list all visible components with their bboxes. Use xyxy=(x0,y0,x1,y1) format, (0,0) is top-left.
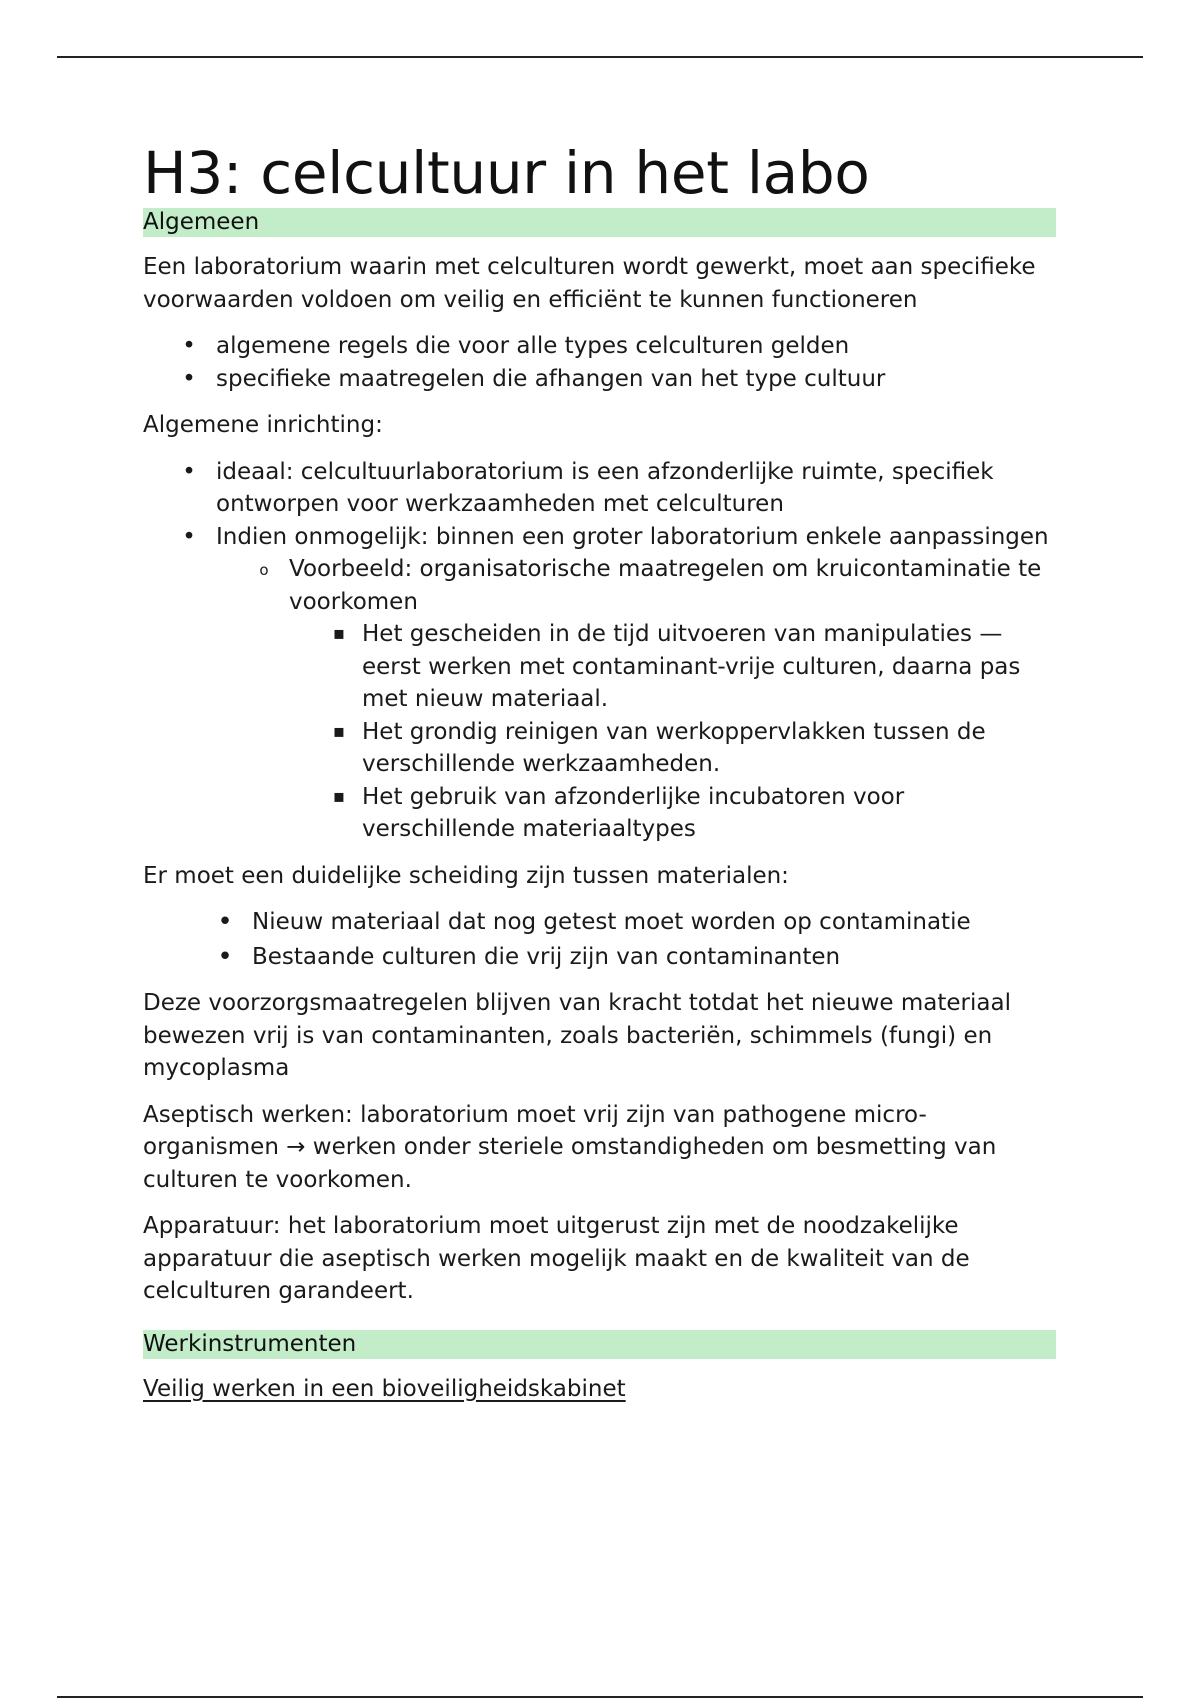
list-item xyxy=(143,941,1056,974)
list-item xyxy=(143,363,1056,396)
top-rule xyxy=(57,56,1143,58)
list-item xyxy=(143,521,1056,846)
list-item xyxy=(289,781,1056,846)
subheading-text: Veilig werken in een bioveiligheidskabinet xyxy=(143,1375,626,1402)
list-item xyxy=(289,618,1056,716)
bullet-icon: • xyxy=(182,333,196,359)
section-heading-werkinstrumenten: Werkinstrumenten xyxy=(143,1330,1056,1359)
list-item-text: Het gebruik van afzonderlijke incubatoren voor verschillende materiaaltypes xyxy=(362,783,905,842)
voorbeeld-list xyxy=(216,553,1056,846)
bullet-icon: • xyxy=(182,523,196,550)
list-item xyxy=(289,716,1056,781)
page-title: H3: celcultuur in het labo xyxy=(143,139,870,207)
list-item-text: ideaal: celcultuurlaboratorium is een afzonderlijke ruimte, specifiek ontworpen voor werkzaamheden met celculturen xyxy=(216,458,994,517)
subheading-bioveiligheidskabinet xyxy=(143,1373,1056,1406)
inrichting-list xyxy=(143,456,1056,846)
list-item xyxy=(143,456,1056,521)
list-item-text: Bestaande culturen die vrij zijn van contaminanten xyxy=(252,943,841,970)
intro-paragraph: Een laboratorium waarin met celculturen wordt gewerkt, moet aan specifieke voorwaarden voldoen om veilig en efficiënt te kunnen functioneren xyxy=(143,254,1036,313)
list-item-text: Indien onmogelijk: binnen een groter laboratorium enkele aanpassingen xyxy=(216,523,1049,550)
scheiding-label: Er moet een duidelijke scheiding zijn tussen materialen: xyxy=(143,862,789,889)
list-item-text: specifieke maatregelen die afhangen van het type cultuur xyxy=(216,365,886,392)
section-heading-algemeen: Algemeen xyxy=(143,208,1056,237)
list-item-text: algemene regels die voor alle types celculturen gelden xyxy=(216,333,850,359)
inrichting-label: Algemene inrichting: xyxy=(143,412,383,438)
circle-bullet-icon: o xyxy=(259,561,269,579)
bullet-icon: • xyxy=(217,941,233,972)
square-bullet-icon: ▪ xyxy=(332,623,346,644)
intro-list xyxy=(143,330,1056,395)
bottom-rule xyxy=(57,1696,1143,1698)
list-item xyxy=(216,553,1056,846)
list-item xyxy=(143,330,1056,363)
apparatuur-paragraph: Apparatuur: het laboratorium moet uitgerust zijn met de noodzakelijke apparatuur die aseptisch werken mogelijk maakt en de kwaliteit van de celculturen garandeert. xyxy=(143,1213,970,1304)
voorzorg-paragraph: Deze voorzorgsmaatregelen blijven van kracht totdat het nieuwe materiaal bewezen vrij is van contaminanten, zoals bacteriën, schimmels (fungi) en mycoplasma xyxy=(143,990,1011,1081)
aseptisch-paragraph: Aseptisch werken: laboratorium moet vrij zijn van pathogene micro-organismen → werken onder steriele omstandigheden om besmetting van culturen te voorkomen. xyxy=(143,1101,997,1193)
bullet-icon: • xyxy=(182,458,196,485)
square-bullet-icon: ▪ xyxy=(332,720,346,742)
list-item-text: Het gescheiden in de tijd uitvoeren van manipulaties — eerst werken met contaminant-vrije culturen, daarna pas met nieuw materiaal. xyxy=(362,621,1021,712)
maatregelen-list xyxy=(289,618,1056,846)
list-item-text: Nieuw materiaal dat nog getest moet worden op contaminatie xyxy=(252,909,971,935)
list-item xyxy=(143,906,1056,939)
scheiding-list xyxy=(143,906,1056,973)
bullet-icon: • xyxy=(217,907,233,937)
list-item-text: Voorbeeld: organisatorische maatregelen om kruicontaminatie te voorkomen xyxy=(289,556,1042,615)
bullet-icon: • xyxy=(182,365,196,392)
square-bullet-icon: ▪ xyxy=(332,785,346,807)
list-item-text: Het grondig reinigen van werkoppervlakken tussen de verschillende werkzaamheden. xyxy=(362,718,986,777)
page-content xyxy=(143,138,1056,1405)
